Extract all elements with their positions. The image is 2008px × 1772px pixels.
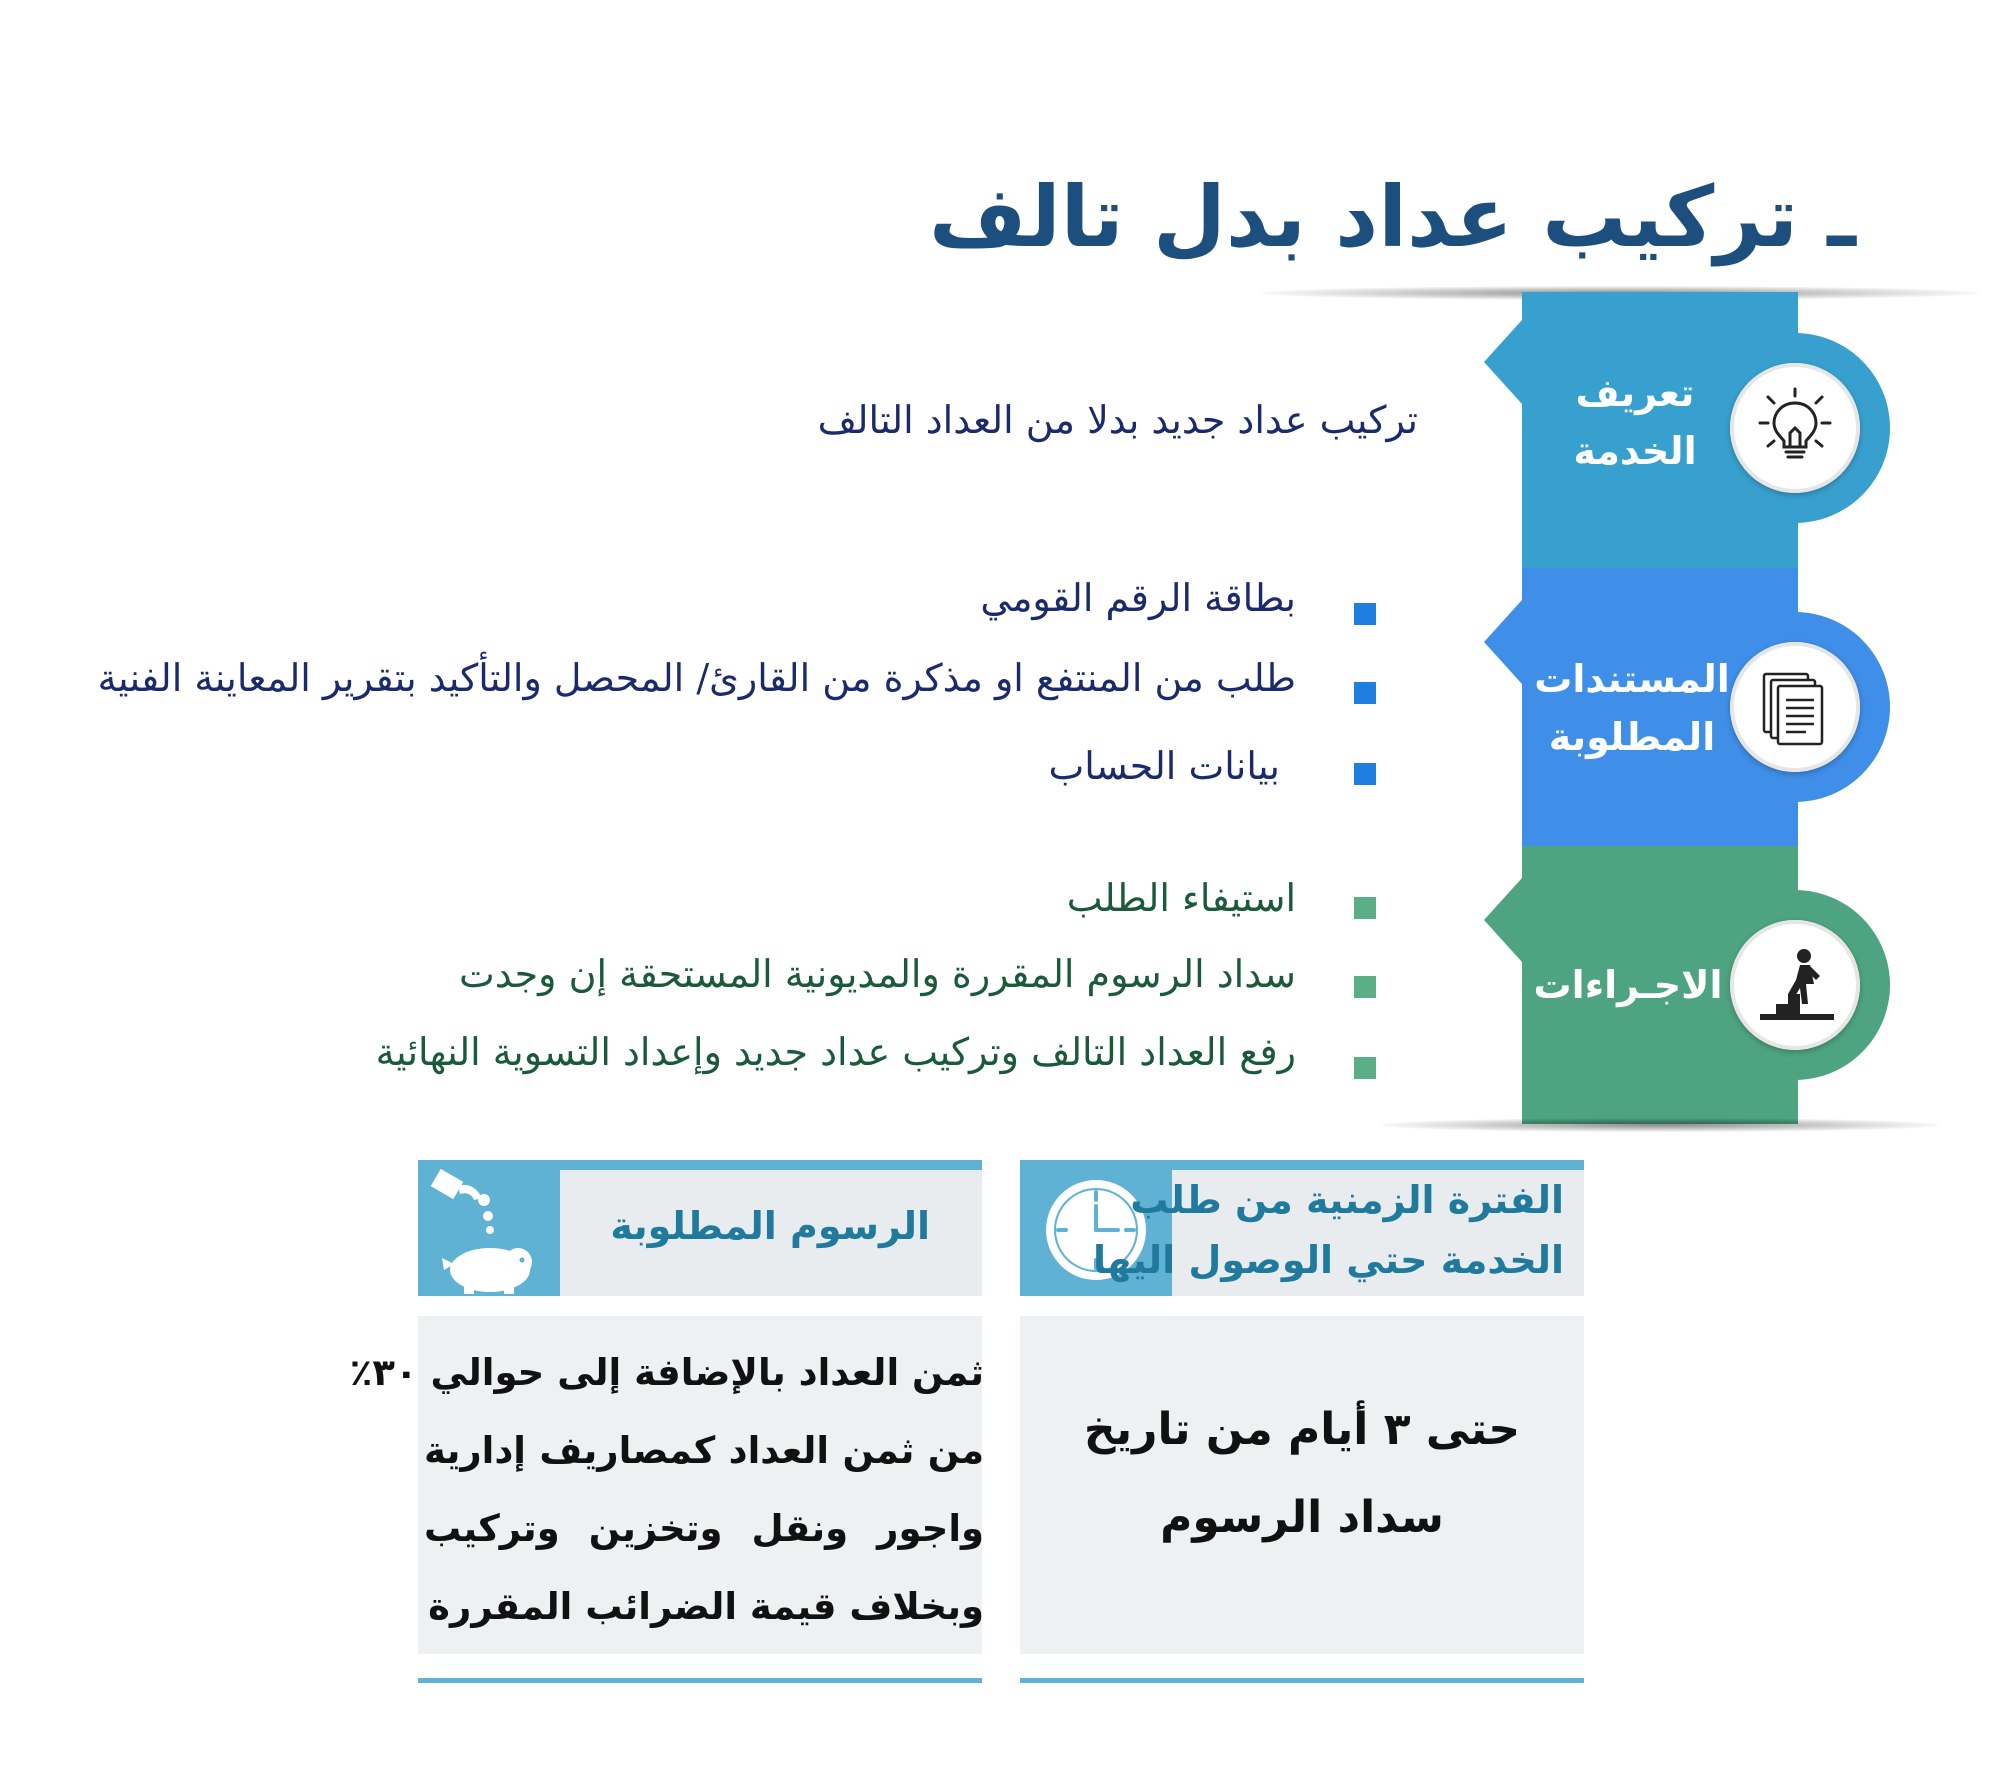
lightbulb-icon: [1750, 383, 1840, 473]
fees-line-1: ثمن العداد بالإضافة إلى حوالي ٣٠٪: [349, 1351, 984, 1394]
documents-item-3: بيانات الحساب: [1048, 744, 1280, 788]
documents-icon-circle: [1730, 642, 1860, 772]
definition-label-line1: تعريف: [1575, 371, 1695, 415]
fees-card-text: [349, 1334, 984, 1646]
documents-item-2: طلب من المنتفع او مذكرة من القارئ/ المحصل والتأكيد بتقرير المعاينة الفنية: [97, 656, 1296, 700]
documents-bullet-2: [1354, 682, 1376, 704]
duration-title-line2: الخدمة حتي الوصول اليها: [1092, 1238, 1564, 1282]
procedures-item-2: سداد الرسوم المقررة والمديونية المستحقة إن وجدت: [458, 952, 1296, 996]
definition-text: تركيب عداد جديد بدلا من العداد التالف: [817, 398, 1418, 442]
definition-icon-circle: [1730, 363, 1860, 493]
documents-bullet-1: [1354, 603, 1376, 625]
climbing-stairs-icon: [1750, 940, 1840, 1030]
fees-line-4: وبخلاف قيمة الضرائب المقررة: [428, 1585, 984, 1628]
fees-line-2: من ثمن العداد كمصاريف إدارية: [424, 1429, 984, 1472]
duration-title-line1: الفترة الزمنية من طلب: [1130, 1178, 1564, 1222]
fees-card-title: الرسوم المطلوبة: [610, 1204, 930, 1248]
procedures-band-notch: [1484, 878, 1522, 962]
duration-card-footer-line: [1020, 1678, 1584, 1683]
page-title: ـ تركيب عداد بدل تالف: [929, 168, 1856, 266]
fees-card-footer-line: [418, 1678, 982, 1683]
duration-card-text: [1020, 1386, 1584, 1562]
procedures-icon-circle: [1730, 920, 1860, 1050]
documents-label-line1: المستندات: [1534, 657, 1730, 701]
definition-label: [1540, 364, 1730, 480]
procedures-item-1: استيفاء الطلب: [1066, 876, 1296, 920]
documents-label-line2: المطلوبة: [1548, 715, 1716, 759]
procedures-bullet-2: [1354, 976, 1376, 998]
procedures-label: الاجـراءات: [1533, 963, 1723, 1007]
procedures-bullet-1: [1354, 897, 1376, 919]
definition-band-notch: [1484, 320, 1522, 404]
documents-icon: [1750, 662, 1840, 752]
fees-line-3: واجور ونقل وتخزين وتركيب: [424, 1507, 984, 1550]
definition-label-line2: الخدمة: [1573, 429, 1697, 473]
documents-bullet-3: [1354, 763, 1376, 785]
fees-card-icon-box: [418, 1160, 560, 1296]
bottom-divider-shadow: [1380, 1118, 1940, 1132]
documents-label: [1532, 650, 1732, 766]
procedures-bullet-3: [1354, 1057, 1376, 1079]
duration-card-title: [1093, 1170, 1564, 1290]
documents-item-1: بطاقة الرقم القومي: [980, 576, 1296, 620]
duration-line-1: حتى ٣ أيام من تاريخ: [1083, 1404, 1521, 1455]
duration-line-2: سداد الرسوم: [1160, 1492, 1444, 1543]
procedures-item-3: رفع العداد التالف وتركيب عداد جديد وإعداد التسوية النهائية: [375, 1030, 1296, 1074]
piggy-bank-coin-icon: [418, 1160, 560, 1296]
documents-band-notch: [1484, 600, 1522, 684]
